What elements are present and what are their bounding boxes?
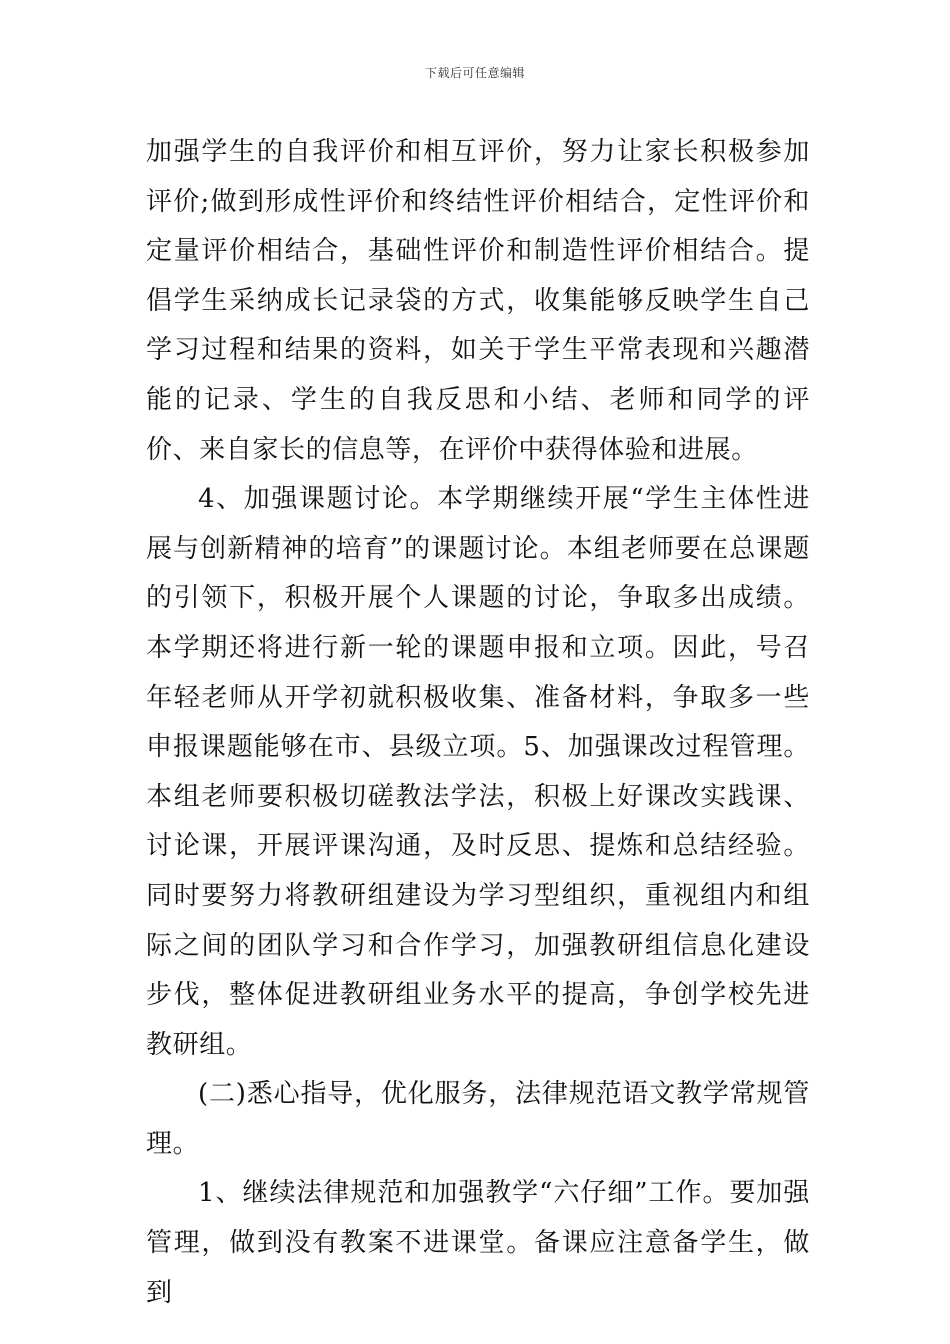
document-body bbox=[146, 128, 810, 1318]
paragraph-evaluation: 加强学生的自我评价和相互评价，努力让家长积极参加评价;做到形成性评价和终结性评价相结合，定性评价和定量评价相结合，基础性评价和制造性评价相结合。提倡学生采纳成长记录袋的方式，收集能够反映学生自己学习过程和结果的资料，如关于学生平常表现和兴趣潜能的记录、学生的自我反思和小结、老师和同学的评价、来自家长的信息等，在评价中获得体验和进展。 bbox=[146, 137, 810, 465]
paragraph-six-careful: 1、继续法律规范和加强教学“六仔细”工作。要加强管理，做到没有教案不进课堂。备课应注意备学生，做到 bbox=[146, 1178, 810, 1308]
paragraph-research-topics: 4、加强课题讨论。本学期继续开展“学生主体性进展与创新精神的培育”的课题讨论。本组老师要在总课题的引领下，积极开展个人课题的讨论，争取多出成绩。本学期还将进行新一轮的课题申报和立项。因此，号召年轻老师从开学初就积极收集、准备材料，争取多一些申报课题能够在市、县级立项。5、加强课改过程管理。本组老师要积极切磋教法学法，积极上好课改实践课、讨论课，开展评课沟通，及时反思、提炼和总结经验。同时要努力将教研组建设为学习型组织，重视组内和组际之间的团队学习和合作学习，加强教研组信息化建设步伐，整体促进教研组业务水平的提高，争创学校先进教研组。 bbox=[146, 484, 810, 1060]
page-header-note: 下载后可任意编辑 bbox=[424, 66, 525, 80]
paragraph-section-two-heading: (二)悉心指导，优化服务，法律规范语文教学常规管理。 bbox=[146, 1079, 810, 1159]
